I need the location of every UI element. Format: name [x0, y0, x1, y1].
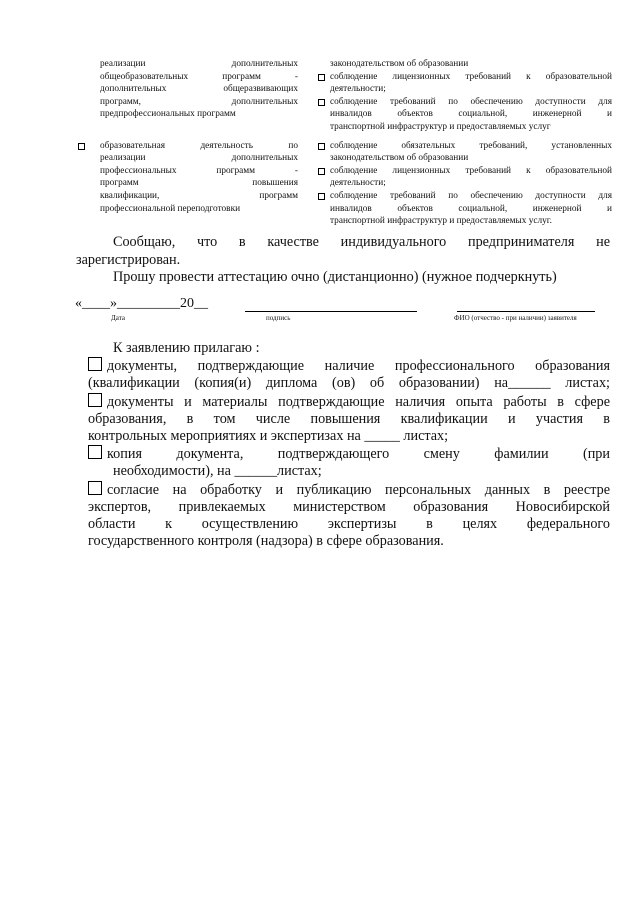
list-item: соблюдение обязательных требований, установленных законодательством об образовании	[302, 140, 612, 165]
attachments-section	[88, 340, 610, 550]
table-row	[72, 58, 612, 134]
attachment-item: документы и материалы подтверждающие наличия опыта работы в сфере образования, в том числе повышения квалификации и участия в контрольных мероприятиях и экспертизах на _____ листах;	[88, 393, 610, 445]
label-date: Дата	[111, 314, 125, 322]
list-item: законодательством об образовании	[330, 59, 469, 69]
control-types-table	[72, 58, 612, 228]
list-item: соблюдение лицензионных требований к образовательной деятельности;	[302, 71, 612, 96]
list-item: соблюдение требований по обеспечению доступности для инвалидов объектов социальной, инженерной и транспортной инфраструктур и предоставляемых услуг	[302, 96, 612, 134]
table-cell-right	[302, 58, 612, 134]
checkbox-small[interactable]	[318, 74, 325, 81]
table-row	[72, 140, 612, 228]
table-cell-left: образовательная деятельность по реализации дополнительных профессиональных программ - программ повышения квалификации, программ профессиональной переподготовки	[72, 140, 302, 228]
statement-paragraph: Сообщаю, что в качестве индивидуального предпринимателя не зарегистрирован. Прошу провести аттестацию очно (дистанционно) (нужное подчеркнуть)	[76, 234, 610, 285]
checkbox[interactable]	[88, 357, 102, 371]
attachment-item: согласие на обработку и публикацию персональных данных в реестре экспертов, привлекаемых министерством образования Новосибирской области к осуществлению экспертизы в целях федерального государственного контроля (надзора) в сфере образования.	[88, 481, 610, 550]
checkbox[interactable]	[88, 445, 102, 459]
checkbox-small[interactable]	[318, 99, 325, 106]
list-item: соблюдение лицензионных требований к образовательной деятельности;	[302, 165, 612, 190]
fio-field[interactable]	[457, 311, 595, 312]
attachments-heading: К заявлению прилагаю :	[113, 340, 260, 356]
checkbox-small[interactable]	[318, 193, 325, 200]
checkbox[interactable]	[88, 393, 102, 407]
table-cell-right	[302, 140, 612, 228]
checkbox-small[interactable]	[318, 168, 325, 175]
date-field[interactable]: «____»_________20__	[75, 296, 208, 311]
label-signature: подпись	[266, 314, 291, 322]
signature-field[interactable]	[245, 311, 417, 312]
checkbox[interactable]	[88, 481, 102, 495]
attachment-item: копия документа, подтверждающего смену фамилии (при необходимости), на ______листах;	[88, 445, 610, 480]
checkbox-small[interactable]	[78, 143, 85, 150]
attachment-item: документы, подтверждающие наличие профессионального образования (квалификации (копия(и) диплома (ов) об образовании) на______ листах;	[88, 358, 610, 392]
checkbox-small[interactable]	[318, 143, 325, 150]
table-cell-left: реализации дополнительных общеобразовательных программ - дополнительных общеразвивающих программ, дополнительных предпрофессиональных программ	[100, 59, 298, 120]
label-fio: ФИО (отчество - при наличии) заявителя	[454, 314, 577, 322]
list-item: соблюдение требований по обеспечению доступности для инвалидов объектов социальной, инженерной и транспортной инфраструктур и предоставляемых услуг.	[302, 190, 612, 228]
